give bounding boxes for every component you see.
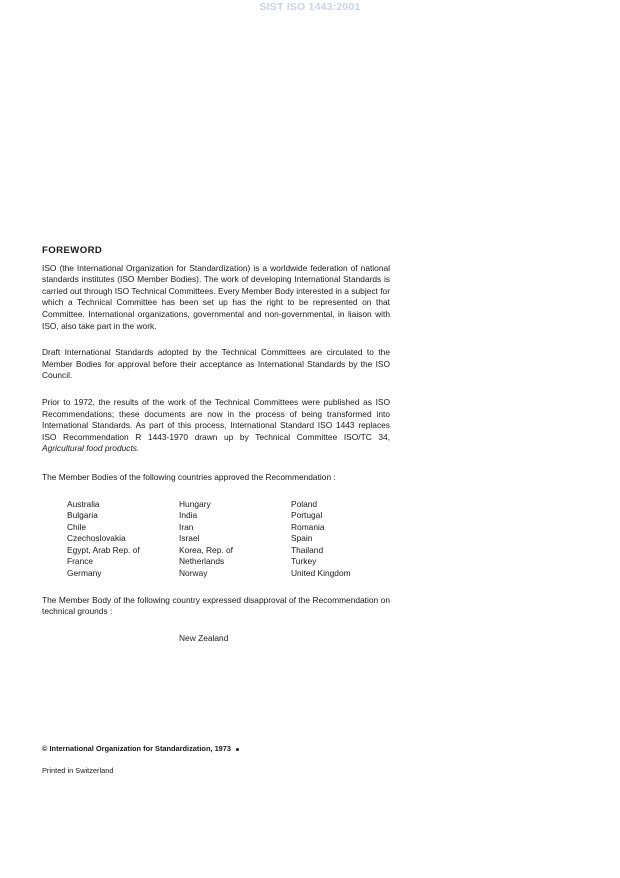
countries-column-3 [291,499,401,580]
document-watermark: SIST ISO 1443:2001 [259,1,361,13]
foreword-section [42,245,390,644]
country-item: Thailand [291,544,324,555]
copyright-text: © International Organization for Standardization, 1973 [42,744,232,753]
country-item: Turkey [291,556,317,567]
bullet-dot-icon [236,748,239,751]
disapproving-country: New Zealand [179,632,229,643]
country-item: Hungary [179,498,211,509]
country-item: India [179,510,198,521]
committee-title: Agricultural food products. [42,443,140,454]
country-item: Portugal [291,510,323,521]
paragraph-history-text: Prior to 1972, the results of the work of the Technical Committees were published as ISO Recommendations; these documents are now in the process of being transformed into International Standards. As part of this process, International Standard ISO 1443 replaces ISO Recommendation R 1443-1970 drawn up by Technical Committee ISO/TC 34, [42,396,390,442]
country-item: Spain [291,533,313,544]
copyright-line [42,744,239,753]
paragraph-disapproval-intro: The Member Body of the following country expressed disapproval of the Recommendation on technical grounds : [42,594,390,617]
country-item: Korea, Rep. of [179,544,234,555]
country-item: Israel [179,533,200,544]
country-item: Netherlands [179,556,225,567]
foreword-heading: FOREWORD [42,245,103,256]
country-item: France [67,556,94,567]
country-item: Norway [179,568,208,579]
printed-in-line: Printed in Switzerland [42,766,114,775]
country-item: Czechoslovakia [67,533,126,544]
countries-column-1 [67,499,177,580]
country-item: Romania [291,521,325,532]
paragraph-approval-intro: The Member Bodies of the following countries approved the Recommendation : [42,471,336,482]
country-item: United Kingdom [291,568,351,579]
country-item: Iran [179,521,194,532]
country-item: Poland [291,498,318,509]
country-item: Germany [67,568,102,579]
country-item: Chile [67,521,87,532]
country-item: Bulgaria [67,510,98,521]
paragraph-history [42,397,390,455]
country-item: Australia [67,498,100,509]
country-item: Egypt, Arab Rep. of [67,544,140,555]
paragraph-draft-standards: Draft International Standards adopted by the Technical Committees are circulated to the Member Bodies for approval before their acceptance as International Standards by the ISO Council. [42,347,390,381]
countries-column-2 [179,499,289,580]
paragraph-iso-intro: ISO (the International Organization for Standardization) is a worldwide federation of national standards institutes (ISO Member Bodies). The work of developing International Standards is carried out through ISO Technical Committees. Every Member Body interested in a subject for which a Technical Committee has been set up has the right to be represented on that Committee. International organizations, governmental and non-governmental, in liaison with ISO, also take part in the work. [42,262,390,331]
approving-countries-list [42,499,390,581]
